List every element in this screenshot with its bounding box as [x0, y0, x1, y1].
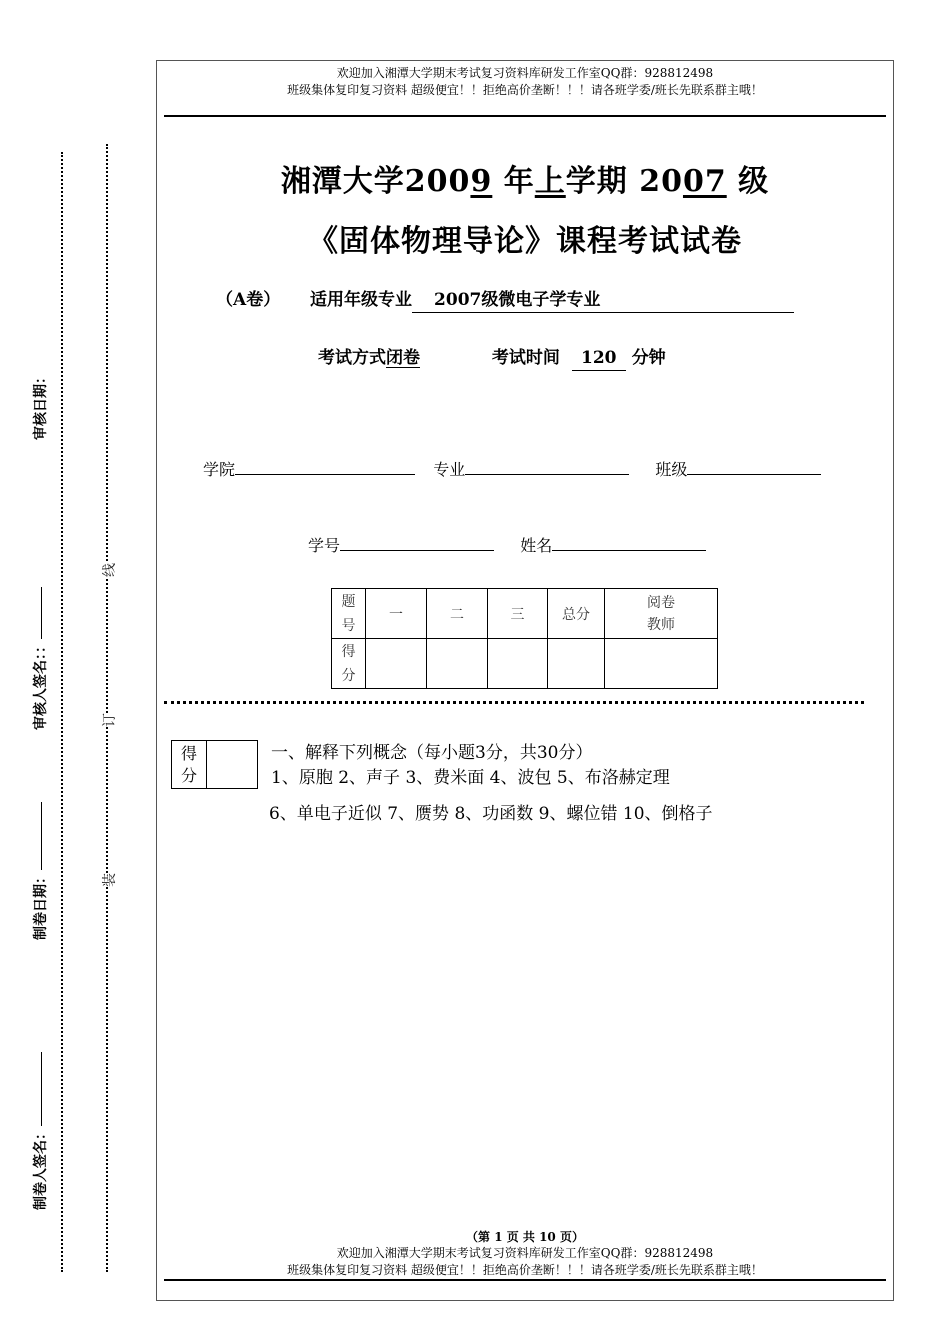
footer-rule	[164, 1279, 886, 1281]
score-row-label: 得 分	[332, 639, 366, 689]
exam-title-line-1	[156, 162, 894, 202]
title-part: 级	[726, 164, 770, 199]
college-field[interactable]	[235, 456, 415, 475]
student-fields-row-2	[308, 532, 706, 558]
major-field[interactable]	[465, 456, 629, 475]
college-label: 学院	[203, 460, 236, 479]
header-line-2: 班级集体复印复习资料 超级便宜！！拒绝高价垄断！！！请各班学委/班长先联系群主哦！	[287, 83, 763, 97]
binding-mark-line: 线	[99, 563, 119, 577]
header-rule	[164, 115, 886, 117]
title-part: 湘潭大学200	[280, 164, 471, 199]
table-header-cell: 三	[488, 589, 548, 639]
footer-line-1: 欢迎加入湘潭大学期末考试复习资料库研发工作室QQ群：928812498	[336, 1246, 714, 1260]
page-number: （第 1 页 共 10 页）	[466, 1230, 584, 1244]
maker-label	[30, 1052, 50, 1210]
maker-text: 制卷人签名：	[33, 1126, 49, 1210]
section-score-box	[171, 740, 258, 789]
section-1-heading: 一、解释下列概念（每小题3分，共30分）	[271, 743, 593, 763]
table-header-cell: 阅卷 教师	[605, 589, 718, 639]
table-header-cell: 总分	[548, 589, 605, 639]
section-1-items-2: 6、单电子近似 7、赝势 8、功函数 9、螺位错 10、倒格子	[269, 804, 713, 824]
make-date-text: 制卷日期：	[33, 870, 49, 940]
maker-sign-line[interactable]	[41, 1052, 42, 1126]
binding-dotted-line-inner	[106, 144, 108, 1272]
major-field-label: 专业	[433, 460, 466, 479]
review-date-label	[30, 370, 50, 440]
score-cell[interactable]	[548, 639, 605, 689]
time-label: 考试时间	[491, 348, 560, 368]
section-1-items-1: 1、原胞 2、声子 3、费米面 4、波包 5、布洛赫定理	[271, 768, 670, 788]
score-table	[331, 588, 718, 689]
title-year-digit: 9	[470, 164, 493, 199]
score-table-header	[332, 589, 718, 639]
footer-line-2: 班级集体复印复习资料 超级便宜！！拒绝高价垄断！！！请各班学委/班长先联系群主哦！	[287, 1263, 763, 1277]
score-table-row	[332, 639, 718, 689]
reviewer-text: 审核人签名：：	[33, 639, 49, 730]
section-score-cell[interactable]	[207, 741, 258, 789]
table-header-cell: 题 号	[332, 589, 366, 639]
table-header-cell: 二	[427, 589, 488, 639]
method-label: 考试方式	[318, 348, 386, 368]
method-value: 闭卷	[386, 348, 420, 368]
reviewer-sign-line[interactable]	[41, 587, 42, 639]
binding-mark-order: 订	[99, 713, 119, 727]
paper-label: （A卷）	[216, 290, 281, 310]
make-date-line[interactable]	[41, 802, 42, 870]
exam-info-method	[318, 346, 666, 371]
binding-mark-pack: 装	[99, 873, 119, 887]
title-part: 学期 20	[565, 164, 683, 199]
exam-title-line-2: 《固体物理导论》课程考试试卷	[308, 224, 742, 259]
header-line-1: 欢迎加入湘潭大学期末考试复习资料库研发工作室QQ群：928812498	[336, 66, 714, 80]
exam-info-major	[216, 288, 794, 313]
time-unit: 分钟	[631, 348, 666, 368]
score-cell[interactable]	[488, 639, 548, 689]
class-label: 班级	[655, 460, 688, 479]
time-value: 120	[572, 346, 626, 371]
cut-line	[164, 701, 864, 704]
student-id-field[interactable]	[340, 532, 494, 551]
student-fields-row-1	[203, 456, 821, 482]
review-date-text: 审核日期：	[33, 370, 49, 440]
class-field[interactable]	[687, 456, 821, 475]
student-id-label: 学号	[308, 536, 341, 555]
major-value: 2007级微电子学专业	[412, 288, 794, 313]
score-cell[interactable]	[427, 639, 488, 689]
score-cell[interactable]	[366, 639, 427, 689]
table-header-cell: 一	[366, 589, 427, 639]
name-field[interactable]	[552, 532, 706, 551]
score-cell[interactable]	[605, 639, 718, 689]
title-grade-digits: 07	[682, 164, 727, 199]
title-part: 年	[492, 164, 535, 199]
make-date-label	[30, 802, 50, 940]
section-score-label: 得 分	[172, 741, 207, 789]
binding-dotted-line-outer	[61, 152, 63, 1272]
name-label: 姓名	[520, 536, 553, 555]
title-semester: 上	[534, 164, 566, 199]
major-label: 适用年级专业	[310, 290, 413, 310]
reviewer-label	[30, 587, 50, 730]
